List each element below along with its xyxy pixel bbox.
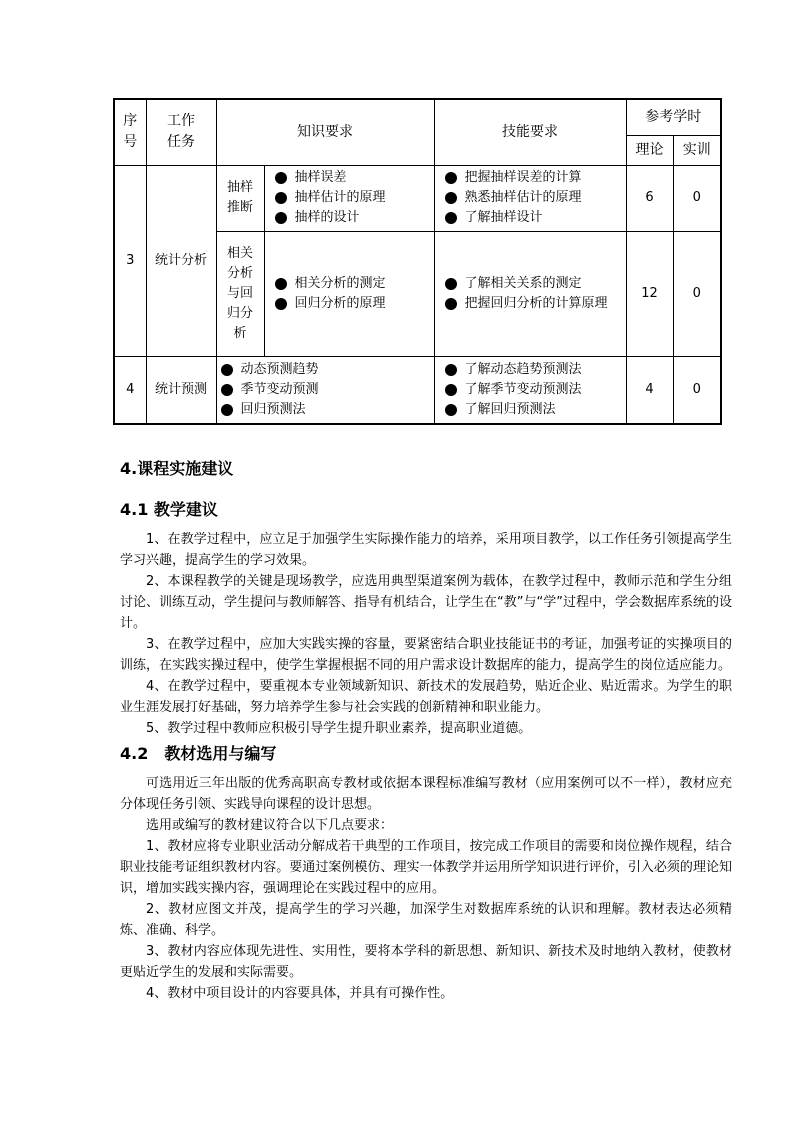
document-body — [120, 448, 732, 1004]
paragraph: 4、教材中项目设计的内容要具体，并具有可操作性。 — [146, 986, 454, 1001]
sub-task-name: 抽样 推断 — [216, 165, 264, 231]
sub-task-name: 相关 分析 与回 归分 析 — [216, 231, 264, 356]
theory-hours: 4 — [626, 356, 673, 424]
paragraph: 3、教材内容应体现先进性、实用性，要将本学科的新思想、新知识、新技术及时地纳入教材，使教材更贴近学生的发展和实际需要。 — [120, 944, 732, 980]
table-row — [114, 356, 721, 424]
list-item: 把握回归分析的计算原理 — [443, 294, 626, 314]
bullet-icon — [221, 404, 233, 416]
list-item: 抽样的设计 — [273, 208, 434, 228]
list-item: 季节变动预测 — [219, 380, 434, 400]
bullet-icon — [445, 212, 457, 224]
bullet-icon — [445, 384, 457, 396]
theory-hours: 6 — [626, 165, 673, 231]
list-item: 抽样误差 — [273, 168, 434, 188]
header-seq: 序 号 — [114, 99, 146, 165]
list-item: 回归分析的原理 — [273, 294, 434, 314]
header-knowledge: 知识要求 — [216, 99, 434, 165]
list-item: 了解回归预测法 — [443, 400, 626, 420]
list-item: 了解相关关系的测定 — [443, 274, 626, 294]
row-task: 统计预测 — [146, 356, 216, 424]
header-practice: 实训 — [673, 135, 721, 165]
list-item: 抽样估计的原理 — [273, 188, 434, 208]
knowledge-cell — [264, 231, 434, 356]
paragraph: 2、本课程教学的关键是现场教学，应选用典型渠道案例为载体，在教学过程中，教师示范和学生分组讨论、训练互动，学生提问与教师解答、指导有机结合，让学生在“教”与“学”过程中，学会数据库系统的设计。 — [120, 574, 732, 631]
bullet-icon — [275, 192, 287, 204]
list-item: 相关分析的测定 — [273, 274, 434, 294]
bullet-icon — [275, 298, 287, 310]
bullet-icon — [445, 172, 457, 184]
header-theory: 理论 — [626, 135, 673, 165]
skill-cell — [434, 165, 626, 231]
paragraph: 选用或编写的教材建议符合以下几点要求： — [146, 818, 394, 833]
paragraph: 1、在教学过程中，应立足于加强学生实际操作能力的培养，采用项目教学，以工作任务引领提高学生学习兴趣，提高学生的学习效果。 — [120, 532, 732, 568]
practice-hours: 0 — [673, 231, 721, 356]
row-seq: 3 — [114, 165, 146, 356]
practice-hours: 0 — [673, 165, 721, 231]
table-row — [114, 165, 721, 231]
list-item: 了解季节变动预测法 — [443, 380, 626, 400]
bullet-icon — [445, 364, 457, 376]
bullet-icon — [275, 278, 287, 290]
list-item: 了解抽样设计 — [443, 208, 626, 228]
subsection-heading-textbook: 4.2 教材选用与编写 — [120, 744, 277, 763]
header-task: 工作 任务 — [146, 99, 216, 165]
bullet-icon — [275, 212, 287, 224]
header-skill: 技能要求 — [434, 99, 626, 165]
skill-cell — [434, 231, 626, 356]
subsection-heading-teaching: 4.1 教学建议 — [120, 500, 218, 519]
bullet-icon — [445, 192, 457, 204]
paragraph: 4、在教学过程中，要重视本专业领域新知识、新技术的发展趋势，贴近企业、贴近需求。为学生的职业生涯发展打好基础，努力培养学生参与社会实践的创新精神和职业能力。 — [120, 679, 732, 715]
row-seq: 4 — [114, 356, 146, 424]
paragraph: 2、教材应图文并茂，提高学生的学习兴趣，加深学生对数据库系统的认识和理解。教材表达必须精炼、准确、科学。 — [120, 902, 732, 938]
paragraph: 可选用近三年出版的优秀高职高专教材或依据本课程标准编写教材（应用案例可以不一样），教材应充分体现任务引领、实践导向课程的设计思想。 — [120, 776, 732, 812]
practice-hours: 0 — [673, 356, 721, 424]
bullet-icon — [445, 404, 457, 416]
bullet-icon — [221, 384, 233, 396]
skill-cell — [434, 356, 626, 424]
list-item: 动态预测趋势 — [219, 360, 434, 380]
bullet-icon — [275, 172, 287, 184]
section-heading: 4.课程实施建议 — [120, 459, 234, 478]
header-hours: 参考学时 — [626, 99, 721, 135]
paragraph: 5、教学过程中教师应积极引导学生提升职业素养，提高职业道德。 — [146, 721, 532, 736]
theory-hours: 12 — [626, 231, 673, 356]
knowledge-cell — [216, 356, 434, 424]
list-item: 回归预测法 — [219, 400, 434, 420]
bullet-icon — [445, 278, 457, 290]
knowledge-cell — [264, 165, 434, 231]
row-task: 统计分析 — [146, 165, 216, 356]
paragraph: 1、教材应将专业职业活动分解成若干典型的工作项目，按完成工作项目的需要和岗位操作规程，结合职业技能考证组织教材内容。要通过案例模仿、理实一体教学并运用所学知识进行评价，引入必须的理论知识，增加实践实操内容，强调理论在实践过程中的应用。 — [120, 839, 732, 896]
list-item: 了解动态趋势预测法 — [443, 360, 626, 380]
list-item: 熟悉抽样估计的原理 — [443, 188, 626, 208]
bullet-icon — [221, 364, 233, 376]
paragraph: 3、在教学过程中，应加大实践实操的容量，要紧密结合职业技能证书的考证，加强考证的实操项目的训练，在实践实操过程中，使学生掌握根据不同的用户需求设计数据库的能力，提高学生的岗位适应能力。 — [120, 637, 732, 673]
bullet-icon — [445, 298, 457, 310]
course-table — [113, 98, 722, 425]
list-item: 把握抽样误差的计算 — [443, 168, 626, 188]
